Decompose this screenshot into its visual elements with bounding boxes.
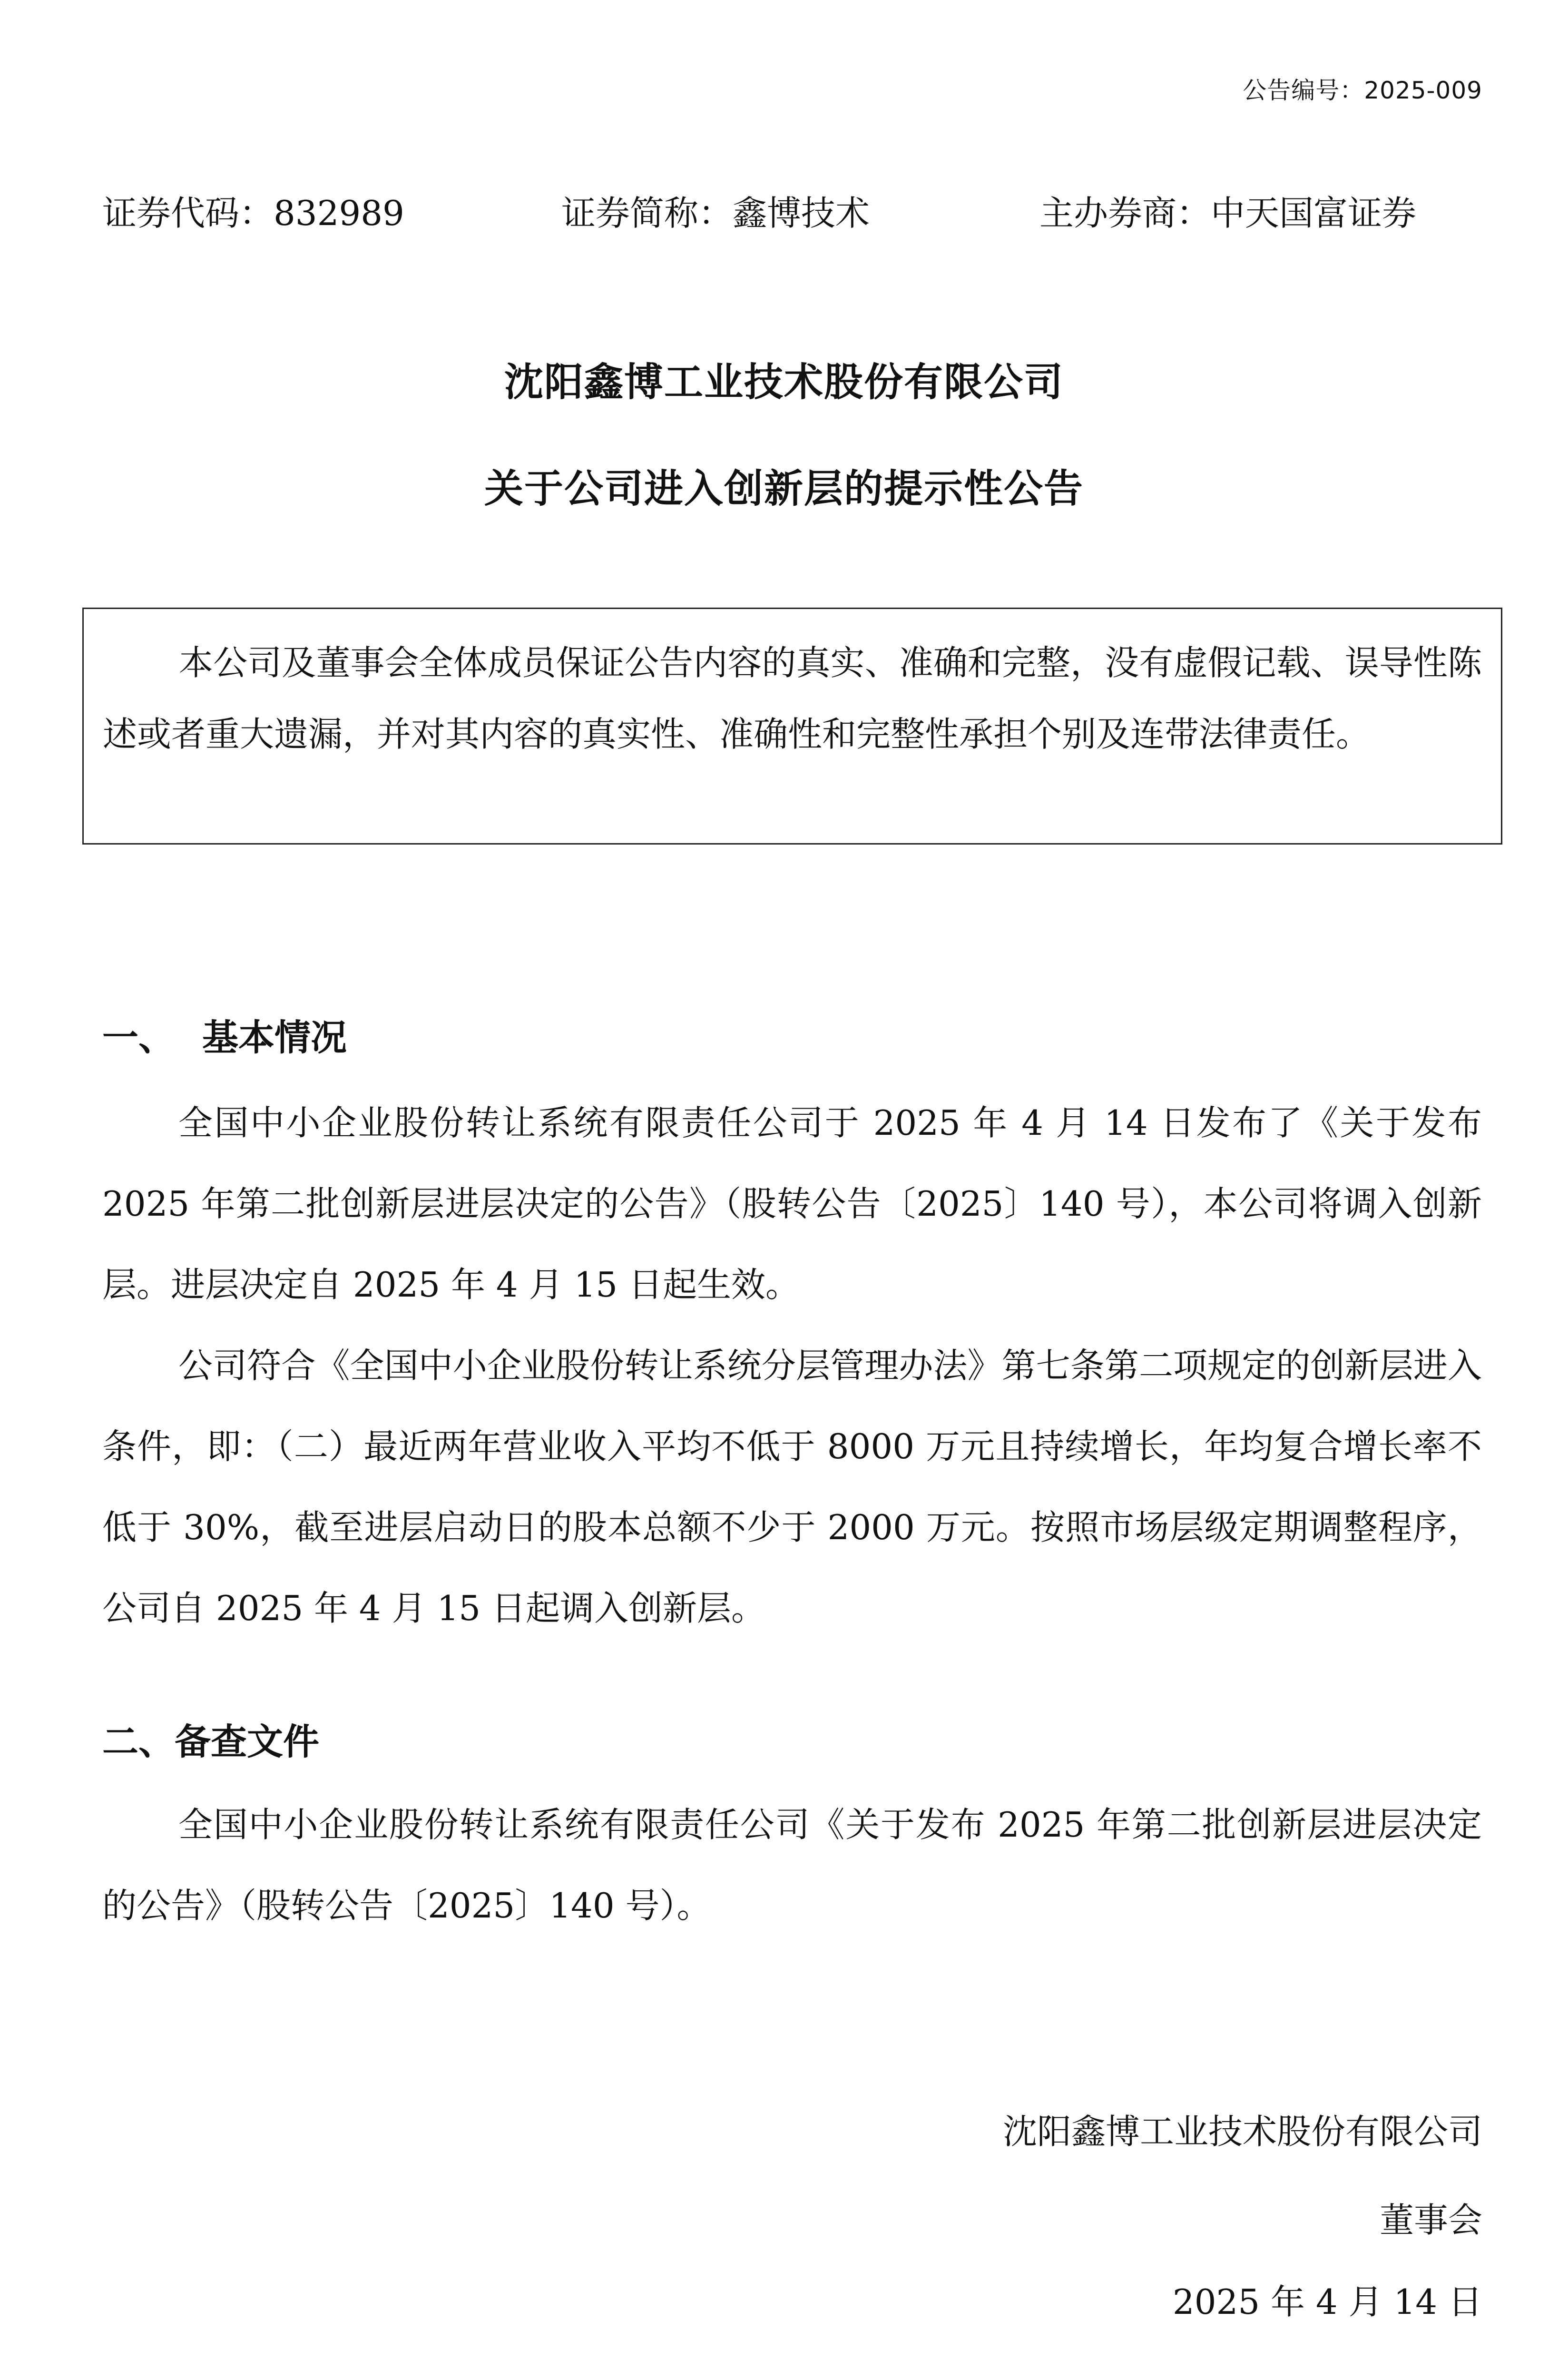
document-title-subject: 关于公司进入创新层的提示性公告 xyxy=(484,466,1084,511)
section-1-title: 基本情况 xyxy=(202,1016,347,1059)
section-1-paragraph-2: 公司符合《全国中小企业股份转让系统分层管理办法》第七条第二项规定的创新层进入条件，即：（二）最近两年营业收入平均不低于 8000 万元且持续增长，年均复合增长率不低于 30%，截至进层启动日的股本总额不少于 2000 万元。按照市场层级定期调整程序，公司自 2025 年 4 月 15 日起调入创新层。 xyxy=(102,1346,1482,1628)
responsibility-notice-box xyxy=(82,608,1502,845)
securities-info-line xyxy=(102,186,1482,233)
securities-abbreviation: 证券简称：鑫博技术 xyxy=(561,193,870,233)
signature-date: 2025 年 4 月 14 日 xyxy=(1172,2282,1482,2322)
securities-code: 证券代码：832989 xyxy=(102,193,404,233)
sponsor-broker: 主办券商：中天国富证券 xyxy=(1039,193,1417,233)
document-title-company: 沈阳鑫博工业技术股份有限公司 xyxy=(504,360,1064,405)
section-2-heading: 二、备查文件 xyxy=(102,1720,319,1763)
section-2-body xyxy=(102,1784,1482,1946)
section-2-paragraph-1: 全国中小企业股份转让系统有限责任公司《关于发布 2025 年第二批创新层进层决定的公告》（股转公告〔2025〕140 号）。 xyxy=(102,1805,1482,1926)
signature-company: 沈阳鑫博工业技术股份有限公司 xyxy=(1002,2112,1482,2152)
section-1-body xyxy=(102,1082,1482,1649)
section-1-heading xyxy=(102,1009,347,1061)
section-1-paragraph-1: 全国中小企业股份转让系统有限责任公司于 2025 年 4 月 14 日发布了《关于发布 2025 年第二批创新层进层决定的公告》（股转公告〔2025〕140 号），本公司将调入创新层。进层决定自 2025 年 4 月 15 日起生效。 xyxy=(102,1103,1482,1305)
signature-board: 董事会 xyxy=(1379,2200,1482,2240)
announcement-number: 公告编号：2025-009 xyxy=(1243,77,1482,104)
section-1-number: 一、 xyxy=(102,1016,175,1059)
responsibility-notice-text: 本公司及董事会全体成员保证公告内容的真实、准确和完整，没有虚假记载、误导性陈述或者重大遗漏，并对其内容的真实性、准确性和完整性承担个别及连带法律责任。 xyxy=(103,643,1482,754)
